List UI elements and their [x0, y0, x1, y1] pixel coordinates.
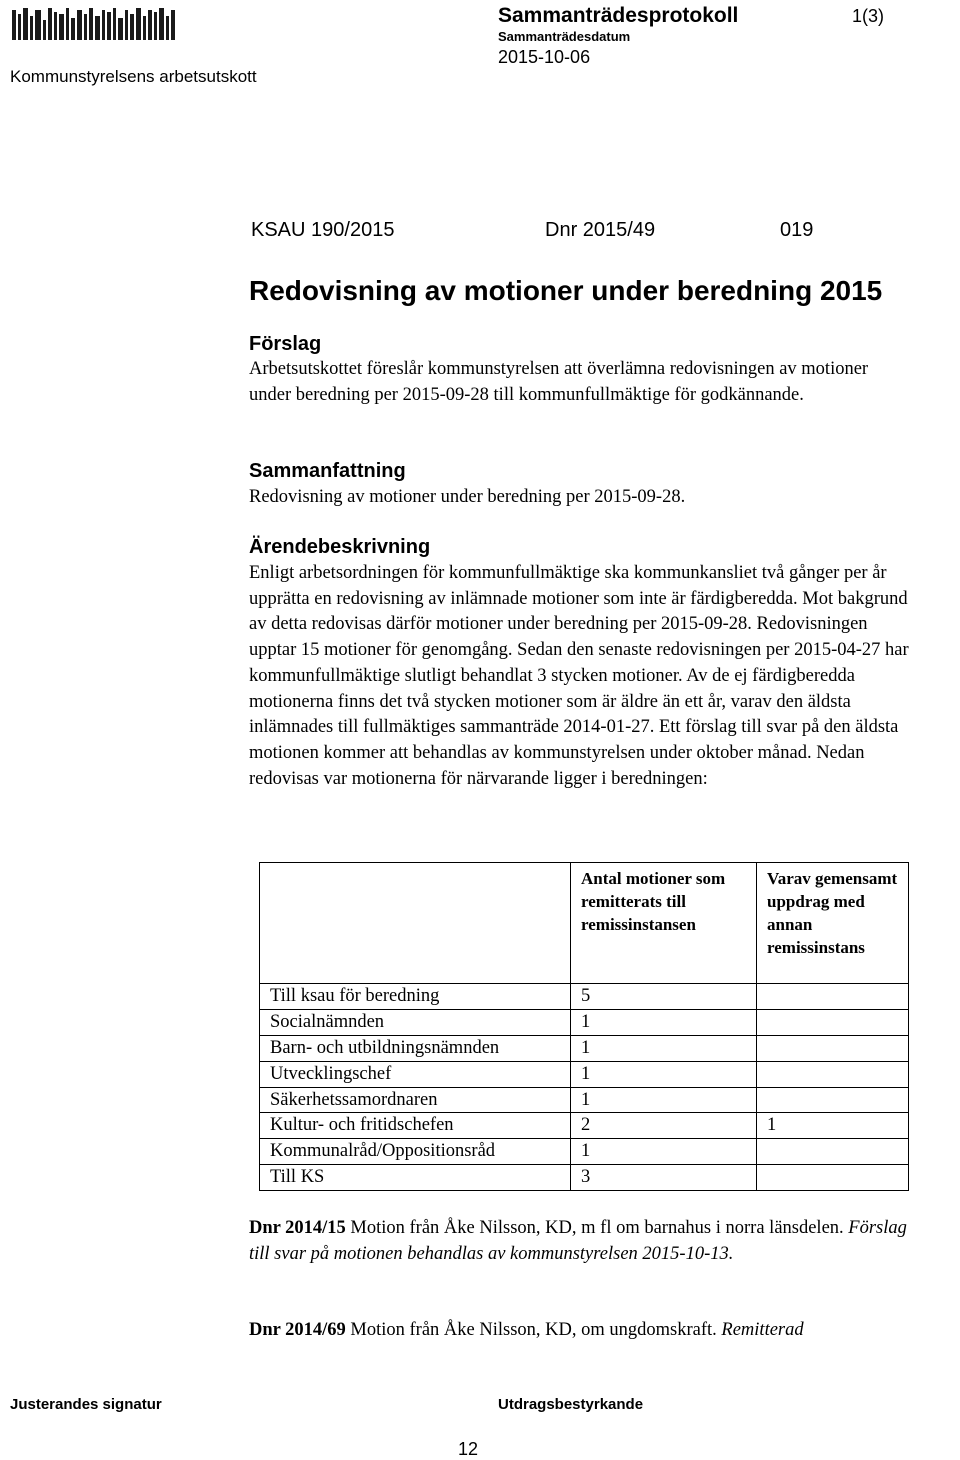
table-cell-joint: [757, 1165, 909, 1191]
table-row: [260, 1035, 909, 1061]
ksau-number: KSAU 190/2015: [251, 219, 395, 241]
table-header-cell: Antal motioner som remitterats till remissinstansen: [571, 863, 757, 984]
table-cell-joint: [757, 1087, 909, 1113]
table-row: [260, 1139, 909, 1165]
dnr-number: Dnr 2015/49: [545, 219, 656, 241]
table-row: [260, 1061, 909, 1087]
case-code: 019: [780, 219, 814, 241]
motion-text: Motion från Åke Nilsson, KD, om ungdomskraft.: [345, 1320, 722, 1340]
table-cell-joint: [757, 1035, 909, 1061]
table-cell-count: 1: [571, 1035, 757, 1061]
table-header-row: [260, 863, 909, 984]
table-cell-recipient: Till KS: [260, 1165, 571, 1191]
section-heading-sammanfattning: Sammanfattning: [249, 460, 406, 482]
table-cell-joint: [757, 1139, 909, 1165]
table-row: [260, 1165, 909, 1191]
meeting-date: 2015-10-06: [498, 47, 591, 67]
document-title: Sammanträdesprotokoll: [498, 4, 739, 27]
section-heading-forslag: Förslag: [249, 333, 322, 355]
table-cell-count: 1: [571, 1061, 757, 1087]
certification-label: Utdragsbestyrkande: [498, 1396, 644, 1413]
meeting-date-label: Sammanträdesdatum: [498, 29, 631, 44]
signature-label: Justerandes signatur: [10, 1396, 162, 1413]
table-cell-count: 1: [571, 1087, 757, 1113]
section-text-forslag: Arbetsutskottet föreslår kommunstyrelsen att överlämna redovisningen av motioner under beredning per 2015-09-28 till kommunfullmäktige för godkännande.: [249, 359, 869, 405]
section-text-arendebeskrivning: Enligt arbetsordningen för kommunfullmäktige ska kommunkansliet två gånger per år upprätta en redovisning av inlämnade motioner som inte är färdigberedda. Mot bakgrund av detta redovisas därför motioner under beredning per 2015-09-28. Redovisningen upptar 15 motioner för genomgång. Sedan den senaste redovisningen per 2015-04-27 har kommunfullmäktige slutligt behandlat 3 stycken motioner. Av de ej färdigberedda motionerna finns det två stycken motioner som är äldre än ett år, varav den äldsta inlämnades till fullmäktiges sammanträde 2014-01-27. Ett förslag till svar på den äldsta motionen kommer att behandlas av kommunstyrelsen under oktober månad. Nedan redovisas var motionerna för närvarande ligger i beredningen:: [249, 563, 909, 789]
table-cell-joint: [757, 1009, 909, 1035]
motion-dnr: Dnr 2014/15: [249, 1218, 346, 1238]
motion-dnr: Dnr 2014/69: [249, 1320, 346, 1340]
motion-text: Motion från Åke Nilsson, KD, m fl om barnahus i norra länsdelen.: [345, 1218, 849, 1238]
table-cell-joint: 1: [757, 1113, 909, 1139]
motions-table: [259, 862, 909, 1191]
table-cell-count: 3: [571, 1165, 757, 1191]
table-cell-count: 2: [571, 1113, 757, 1139]
table-cell-recipient: Säkerhetssamordnaren: [260, 1087, 571, 1113]
table-row: [260, 1087, 909, 1113]
municipality-logo: [10, 4, 178, 44]
table-cell-recipient: Utvecklingschef: [260, 1061, 571, 1087]
table-cell-recipient: Kultur- och fritidschefen: [260, 1113, 571, 1139]
table-cell-count: 1: [571, 1139, 757, 1165]
table-row: [260, 1113, 909, 1139]
table-header-cell: Varav gemensamt uppdrag med annan remissinstans: [757, 863, 909, 984]
motion-entry: [249, 1216, 909, 1267]
page-indicator: 1(3): [852, 6, 885, 26]
page-number: 12: [458, 1439, 479, 1459]
motion-entry: [249, 1318, 909, 1344]
table-cell-joint: [757, 984, 909, 1010]
table-cell-recipient: Socialnämnden: [260, 1009, 571, 1035]
organization-name: Kommunstyrelsens arbetsutskott: [10, 67, 257, 86]
table-cell-recipient: Till ksau för beredning: [260, 984, 571, 1010]
section-heading-arendebeskrivning: Ärendebeskrivning: [249, 536, 431, 558]
table-row: [260, 984, 909, 1010]
table-cell-count: 5: [571, 984, 757, 1010]
motion-note: Förslag till svar på motionen behandlas av kommunstyrelsen 2015-10-13.: [249, 1218, 907, 1264]
table-cell-joint: [757, 1061, 909, 1087]
table-cell-recipient: Barn- och utbildningsnämnden: [260, 1035, 571, 1061]
motion-note: Remitterad: [721, 1320, 804, 1340]
table-cell-count: 1: [571, 1009, 757, 1035]
table-row: [260, 1009, 909, 1035]
table-header-cell: [260, 863, 571, 984]
table-cell-recipient: Kommunalråd/Oppositionsråd: [260, 1139, 571, 1165]
section-text-sammanfattning: Redovisning av motioner under beredning per 2015-09-28.: [249, 487, 686, 507]
item-title: Redovisning av motioner under beredning 2015: [249, 275, 883, 306]
